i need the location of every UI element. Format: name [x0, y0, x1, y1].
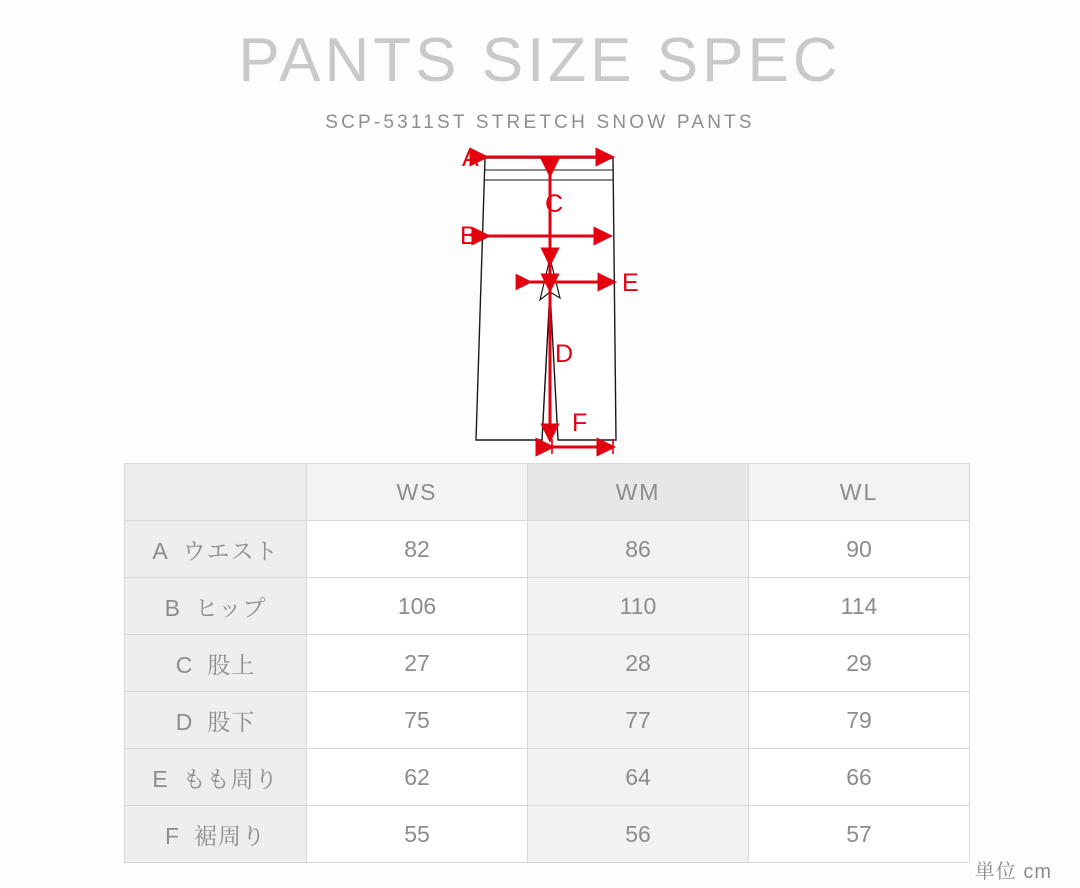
page-subtitle: SCP-5311ST STRETCH SNOW PANTS — [325, 112, 755, 133]
table-row — [125, 749, 970, 806]
row-name-b: ヒップ — [195, 594, 267, 621]
size-spec-table — [124, 463, 970, 863]
row-label-c — [125, 635, 307, 692]
table-header-row — [125, 464, 970, 521]
row-label-a — [125, 521, 307, 578]
cell-c-wl: 29 — [749, 635, 970, 692]
row-key-d: D — [175, 708, 194, 735]
cell-c-ws: 27 — [307, 635, 528, 692]
cell-b-ws: 106 — [307, 578, 528, 635]
row-label-f — [125, 806, 307, 863]
row-key-e: E — [152, 765, 169, 792]
row-name-a: ウエスト — [182, 537, 279, 564]
row-name-e: もも周り — [182, 765, 279, 792]
table-row — [125, 578, 970, 635]
cell-b-wm: 110 — [528, 578, 749, 635]
cell-f-ws: 55 — [307, 806, 528, 863]
cell-a-wm: 86 — [528, 521, 749, 578]
cell-d-wm: 77 — [528, 692, 749, 749]
diagram-label-a: A — [462, 144, 479, 172]
row-name-c: 股上 — [207, 651, 256, 678]
diagram-label-c: C — [545, 190, 564, 218]
page-title: PANTS SIZE SPEC — [238, 26, 842, 95]
table-corner-cell — [125, 464, 307, 521]
row-key-a: A — [152, 537, 169, 564]
diagram-label-f: F — [572, 409, 588, 437]
diagram-label-b: B — [460, 222, 477, 250]
row-label-e — [125, 749, 307, 806]
cell-a-ws: 82 — [307, 521, 528, 578]
row-name-d: 股下 — [207, 708, 256, 735]
cell-f-wm: 56 — [528, 806, 749, 863]
cell-b-wl: 114 — [749, 578, 970, 635]
cell-c-wm: 28 — [528, 635, 749, 692]
cell-e-ws: 62 — [307, 749, 528, 806]
cell-d-ws: 75 — [307, 692, 528, 749]
table-header-ws: WS — [307, 464, 528, 521]
cell-e-wl: 66 — [749, 749, 970, 806]
cell-d-wl: 79 — [749, 692, 970, 749]
row-label-b — [125, 578, 307, 635]
table-row — [125, 635, 970, 692]
row-name-f: 裾周り — [194, 822, 267, 849]
row-key-f: F — [164, 822, 181, 849]
row-key-b: B — [164, 594, 182, 621]
diagram-label-e: E — [622, 269, 639, 297]
unit-note: 単位 cm — [974, 861, 1052, 883]
row-label-d — [125, 692, 307, 749]
table-row — [125, 521, 970, 578]
table-header-wl: WL — [749, 464, 970, 521]
row-key-c: C — [175, 651, 194, 678]
cell-a-wl: 90 — [749, 521, 970, 578]
diagram-label-d: D — [555, 340, 574, 368]
pants-measurement-diagram — [400, 140, 700, 460]
table-row — [125, 806, 970, 863]
cell-f-wl: 57 — [749, 806, 970, 863]
cell-e-wm: 64 — [528, 749, 749, 806]
table-row — [125, 692, 970, 749]
table-header-wm: WM — [528, 464, 749, 521]
